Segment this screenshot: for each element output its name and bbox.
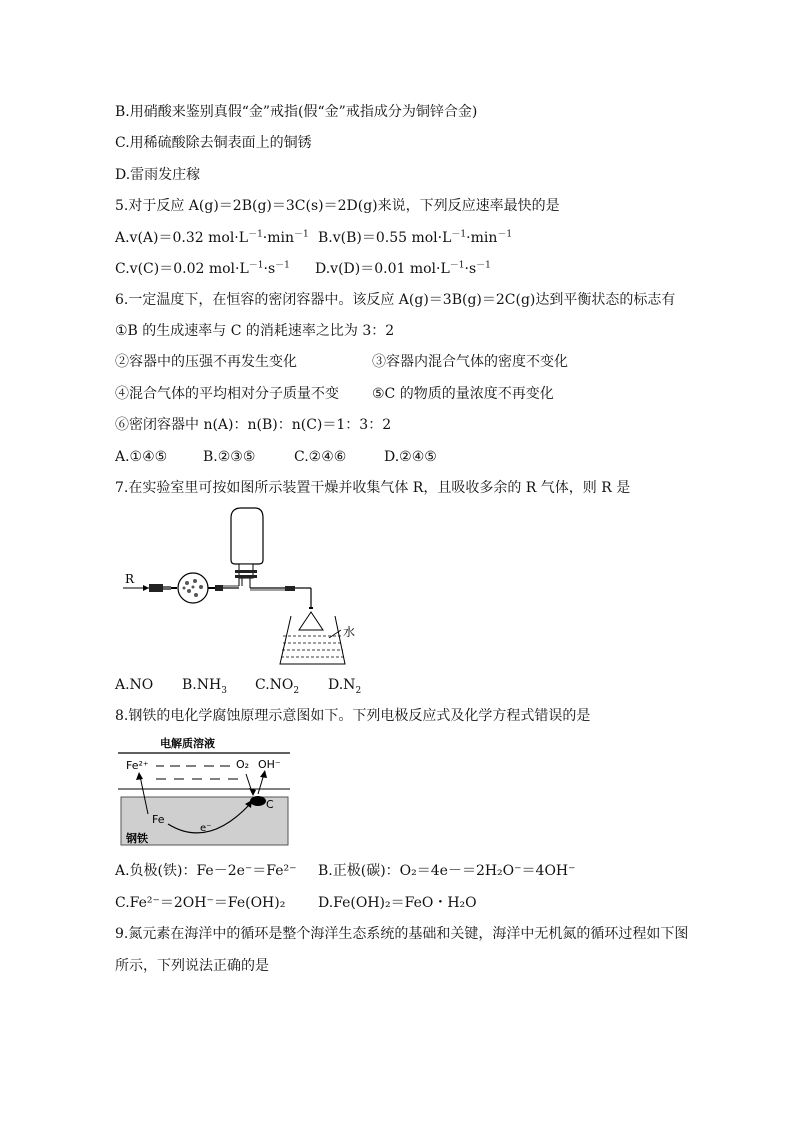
question-9-line-1: 9.氮元素在海洋中的循环是整个海洋生态系统的基础和关键，海洋中无机氮的循环过程如下图 bbox=[115, 926, 689, 942]
steel-label: 钢铁 bbox=[126, 832, 148, 845]
corrosion-diagram bbox=[118, 734, 290, 850]
q8-option-a: A.负极(铁)：Fe－2e⁻＝Fe²⁻ bbox=[115, 863, 297, 879]
option-c-line: C.用稀硫酸除去铜表面上的铜锈 bbox=[115, 135, 312, 151]
question-6: 6.一定温度下，在恒容的密闭容器中。该反应 A(g)＝3B(g)＝2C(g)达到平衡状态的标志有 bbox=[115, 292, 676, 308]
q5-option-a: A.v(A)＝0.32 $mol\cdot L^{-1}\cdot\min^{-1}$ bbox=[115, 229, 309, 246]
q6-option-c: C.②④⑥ bbox=[294, 449, 347, 465]
q6-option-a: A.①④⑤ bbox=[115, 449, 168, 465]
question-5: 5.对于反应 A(g)＝2B(g)＝3C(s)＝2D(g)来说，下列反应速率最快的是 bbox=[115, 198, 560, 214]
q5-option-c: C.v(C)＝0.02 $mol\cdot L^{-1}\cdot s^{-1}$ bbox=[115, 260, 290, 277]
inverted-funnel bbox=[299, 612, 323, 630]
water-label: 水 bbox=[343, 625, 356, 639]
electron-label: e⁻ bbox=[200, 823, 212, 834]
collection-bottle bbox=[231, 508, 263, 564]
o2-label: O₂ bbox=[236, 758, 250, 771]
q7-option-d: $D.N_2$ bbox=[328, 677, 362, 696]
carbon-label: C bbox=[266, 798, 274, 811]
fe-ion-label: Fe²⁺ bbox=[126, 759, 149, 772]
q6-statement-6: ⑥密闭容器中 n(A)：n(B)：n(C)＝1：3：2 bbox=[115, 417, 392, 433]
q6-option-d: D.②④⑤ bbox=[384, 449, 437, 465]
q5-option-b: B.v(B)＝0.55 $mol\cdot L^{-1}\cdot\min^{-1}$ bbox=[318, 229, 513, 246]
q7-option-c: $C.NO_2$ bbox=[255, 677, 300, 696]
q6-statement-5: ⑤C 的物质的量浓度不再变化 bbox=[372, 386, 554, 402]
question-9-line-2: 所示，下列说法正确的是 bbox=[115, 958, 269, 974]
option-b-line: B.用硝酸来鉴别真假“金”戒指(假“金”戒指成分为铜锌合金) bbox=[115, 104, 478, 120]
question-7: 7.在实验室里可按如图所示装置干燥并收集气体 R，且吸收多余的 R 气体，则 R 是 bbox=[115, 480, 631, 496]
q6-statement-3: ③容器内混合气体的密度不变化 bbox=[372, 354, 568, 370]
q7-option-b: $B.NH_3$ bbox=[182, 677, 227, 696]
question-8: 8.钢铁的电化学腐蚀原理示意图如下。下列电极反应式及化学方程式错误的是 bbox=[115, 708, 591, 724]
q6-statement-2: ②容器中的压强不再发生变化 bbox=[115, 354, 297, 370]
option-d-line: D.雷雨发庄稼 bbox=[115, 167, 201, 183]
gas-collection-apparatus bbox=[115, 500, 375, 670]
q6-option-b: B.②③⑤ bbox=[203, 449, 256, 465]
electrolyte-label: 电解质溶液 bbox=[160, 737, 215, 750]
q7-option-a: A.NO bbox=[115, 677, 154, 693]
q6-statement-1: ①B 的生成速率与 C 的消耗速率之比为 3：2 bbox=[115, 323, 395, 339]
q6-statement-4: ④混合气体的平均相对分子质量不变 bbox=[115, 386, 339, 402]
oh-label: OH⁻ bbox=[258, 758, 281, 771]
carbon-particle bbox=[250, 796, 266, 806]
q8-option-d: D.Fe(OH)₂＝FeO・H₂O bbox=[318, 895, 477, 911]
fe-label: Fe bbox=[152, 813, 165, 826]
q8-option-b: B.正极(碳)：O₂＝4e－＝2H₂O⁻＝4OH⁻ bbox=[318, 863, 576, 879]
q5-option-d: D.v(D)＝0.01 $mol\cdot L^{-1}\cdot s^{-1}$ bbox=[315, 260, 491, 277]
gas-r-label: R bbox=[125, 572, 135, 586]
q8-option-c: C.Fe²⁻＝2OH⁻＝Fe(OH)₂ bbox=[115, 895, 286, 911]
